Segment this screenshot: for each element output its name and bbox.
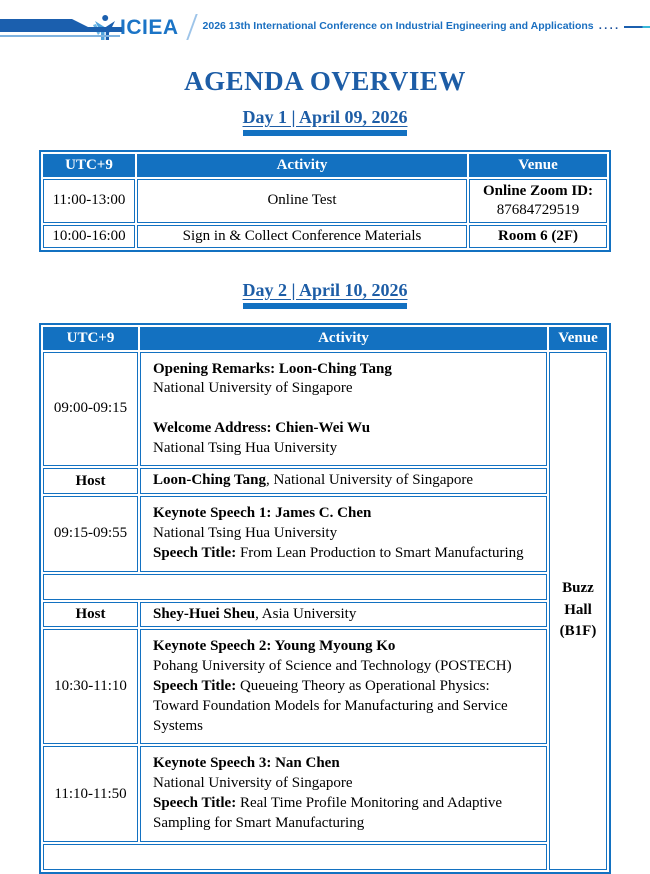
session-detail-cell: [140, 496, 547, 571]
page-title: AGENDA OVERVIEW: [184, 66, 466, 96]
session-line: National Tsing Hua University: [153, 525, 338, 542]
conference-header: [0, 6, 650, 48]
break-label: Group Photo & Morning Coffee Break: [218, 578, 467, 595]
day2-table: [39, 323, 611, 874]
day1-heading: [227, 107, 424, 136]
day1-row1-venue-line1: Online Zoom ID:: [482, 183, 593, 199]
host-label-cell: Host: [43, 602, 138, 628]
day1-col-utc: UTC+9: [43, 154, 135, 177]
session-line: Pohang University of Science and Technology (POSTECH): [153, 658, 512, 675]
day1-row1-activity: Online Test: [137, 179, 467, 223]
day2-row-host-1: [43, 468, 607, 494]
session-line: Keynote Speech 2: Young Myoung Ko: [153, 638, 396, 655]
day1-col-activity: Activity: [137, 154, 467, 177]
logo-text: ICIEA: [120, 15, 179, 39]
session-line: Opening Remarks: Loon-Ching Tang: [153, 360, 392, 377]
day2-row-session-6: [43, 746, 607, 841]
day2-row-session-5: [43, 629, 607, 744]
session-line: Speech Title: Real Time Profile Monitoring and Adaptive Sampling for Smart Manufacturing: [153, 795, 503, 831]
session-line: Shey-Huei Sheu, Asia University: [153, 605, 357, 622]
day2-row-session-2: [43, 496, 607, 571]
day2-row-break-3: [43, 574, 607, 600]
session-time-cell: 10:30-11:10: [43, 629, 138, 744]
banner-dots: ....: [598, 22, 621, 32]
day1-row2-venue: Room 6 (2F): [469, 225, 607, 248]
day2-col-utc: UTC+9: [43, 327, 138, 350]
session-line: National University of Singapore: [153, 380, 353, 397]
session-detail-cell: [140, 746, 547, 841]
day1-row1-venue-line2: 87684729519: [496, 201, 580, 218]
session-line: Loon-Ching Tang, National University of Singapore: [153, 472, 474, 489]
host-name-cell: [140, 602, 547, 628]
day1-table: [39, 150, 611, 252]
logo-divider: [185, 14, 199, 40]
break-time: 09:55-10:30: [54, 578, 129, 595]
day1-row-signin: [43, 225, 607, 248]
break-label: Lunch: [321, 848, 364, 865]
day2-col-venue: Venue: [549, 327, 607, 350]
day1-col-venue: Venue: [469, 154, 607, 177]
banner-left-decoration: [0, 15, 122, 41]
session-line: Speech Title: From Lean Production to Smart Manufacturing: [153, 544, 524, 561]
day2-row-break-7: [43, 844, 607, 870]
day1-row1-time: 11:00-13:00: [43, 179, 135, 223]
day2-table-body: [43, 352, 607, 870]
session-time-cell: 11:10-11:50: [43, 746, 138, 841]
session-line: Keynote Speech 3: Nan Chen: [153, 755, 340, 772]
conference-title-text: 2026 13th International Conference on Industrial Engineering and Applications: [202, 20, 594, 33]
day2-row-session-0: [43, 352, 607, 467]
day2-break-cell: [43, 574, 547, 600]
day2-col-activity: Activity: [140, 327, 547, 350]
host-name-cell: [140, 468, 547, 494]
session-line: National University of Singapore: [153, 775, 353, 792]
session-line: [153, 399, 534, 419]
day1-row2-time: 10:00-16:00: [43, 225, 135, 248]
day1-row2-activity: Sign in & Collect Conference Materials: [137, 225, 467, 248]
session-line: Speech Title: Queueing Theory as Operational Physics: Toward Foundation Models for Manufacturing and Service Systems: [153, 678, 508, 734]
session-line: Keynote Speech 1: James C. Chen: [153, 505, 372, 522]
day1-heading-underline: [243, 130, 408, 136]
day1-row-online-test: [43, 179, 607, 223]
session-detail-cell: [140, 629, 547, 744]
day1-row1-venue: [469, 179, 607, 223]
break-time: 11:50-13:15: [55, 848, 128, 865]
session-line: National Tsing Hua University: [153, 439, 338, 456]
host-label-cell: Host: [43, 468, 138, 494]
day1-heading-text: Day 1 | April 09, 2026: [242, 107, 408, 127]
day1-header-row: [43, 154, 607, 177]
session-detail-cell: [140, 352, 547, 467]
day2-heading-text: Day 2 | April 10, 2026: [242, 279, 408, 300]
day2-heading: [227, 280, 424, 309]
day2-header-row: [43, 327, 607, 350]
day2-break-cell: [43, 844, 547, 870]
day2-venue-cell: Buzz Hall (B1F): [549, 352, 607, 870]
session-time-cell: 09:00-09:15: [43, 352, 138, 467]
session-time-cell: 09:15-09:55: [43, 496, 138, 571]
banner-rule-line: [624, 26, 650, 29]
day2-row-host-4: [43, 602, 607, 628]
day2-heading-underline: [243, 303, 408, 309]
session-line: Welcome Address: Chien-Wei Wu: [153, 419, 371, 436]
